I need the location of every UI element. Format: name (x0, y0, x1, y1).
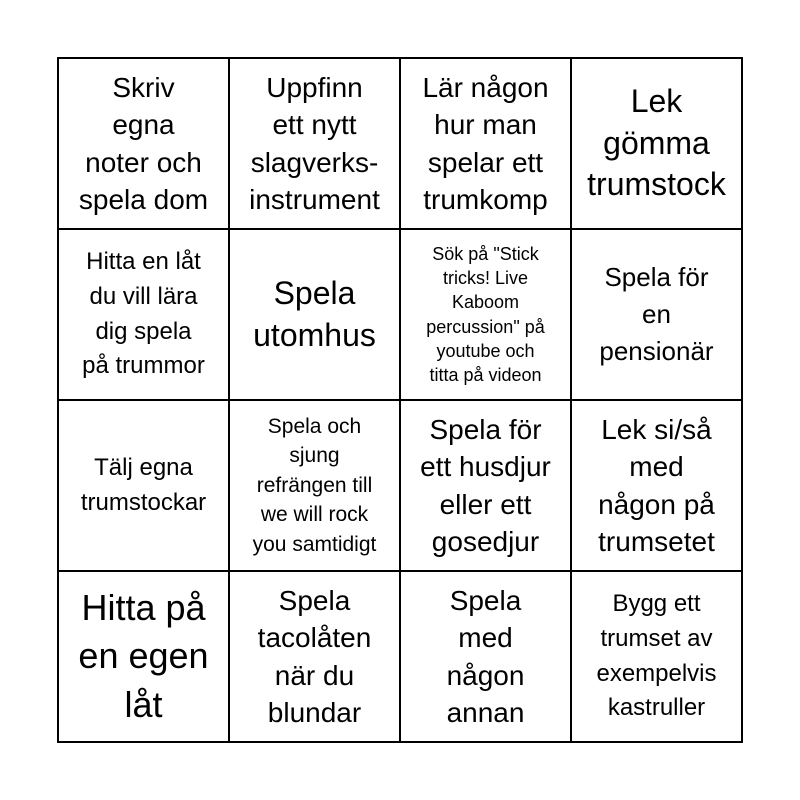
bingo-cell[interactable]: Spela utomhus (229, 229, 400, 400)
bingo-cell[interactable]: Uppfinn ett nytt slagverks- instrument (229, 58, 400, 229)
bingo-cell[interactable]: Bygg ett trumset av exempelvis kastruller (571, 571, 742, 742)
bingo-cell[interactable]: Hitta på en egen låt (58, 571, 229, 742)
bingo-cell[interactable]: Spela med någon annan (400, 571, 571, 742)
bingo-cell[interactable]: Tälj egna trumstockar (58, 400, 229, 571)
bingo-cell[interactable]: Skriv egna noter och spela dom (58, 58, 229, 229)
bingo-cell[interactable]: Lär någon hur man spelar ett trumkomp (400, 58, 571, 229)
bingo-cell[interactable]: Lek si/så med någon på trumsetet (571, 400, 742, 571)
bingo-board (57, 57, 743, 743)
bingo-cell[interactable]: Spela och sjung refrängen till we will rock you samtidigt (229, 400, 400, 571)
bingo-cell[interactable]: Spela tacolåten när du blundar (229, 571, 400, 742)
bingo-cell[interactable]: Hitta en låt du vill lära dig spela på trummor (58, 229, 229, 400)
bingo-cell[interactable]: Spela för ett husdjur eller ett gosedjur (400, 400, 571, 571)
bingo-cell[interactable]: Spela för en pensionär (571, 229, 742, 400)
bingo-cell[interactable]: Sök på "Stick tricks! Live Kaboom percussion" på youtube och titta på videon (400, 229, 571, 400)
bingo-cell[interactable]: Lek gömma trumstock (571, 58, 742, 229)
